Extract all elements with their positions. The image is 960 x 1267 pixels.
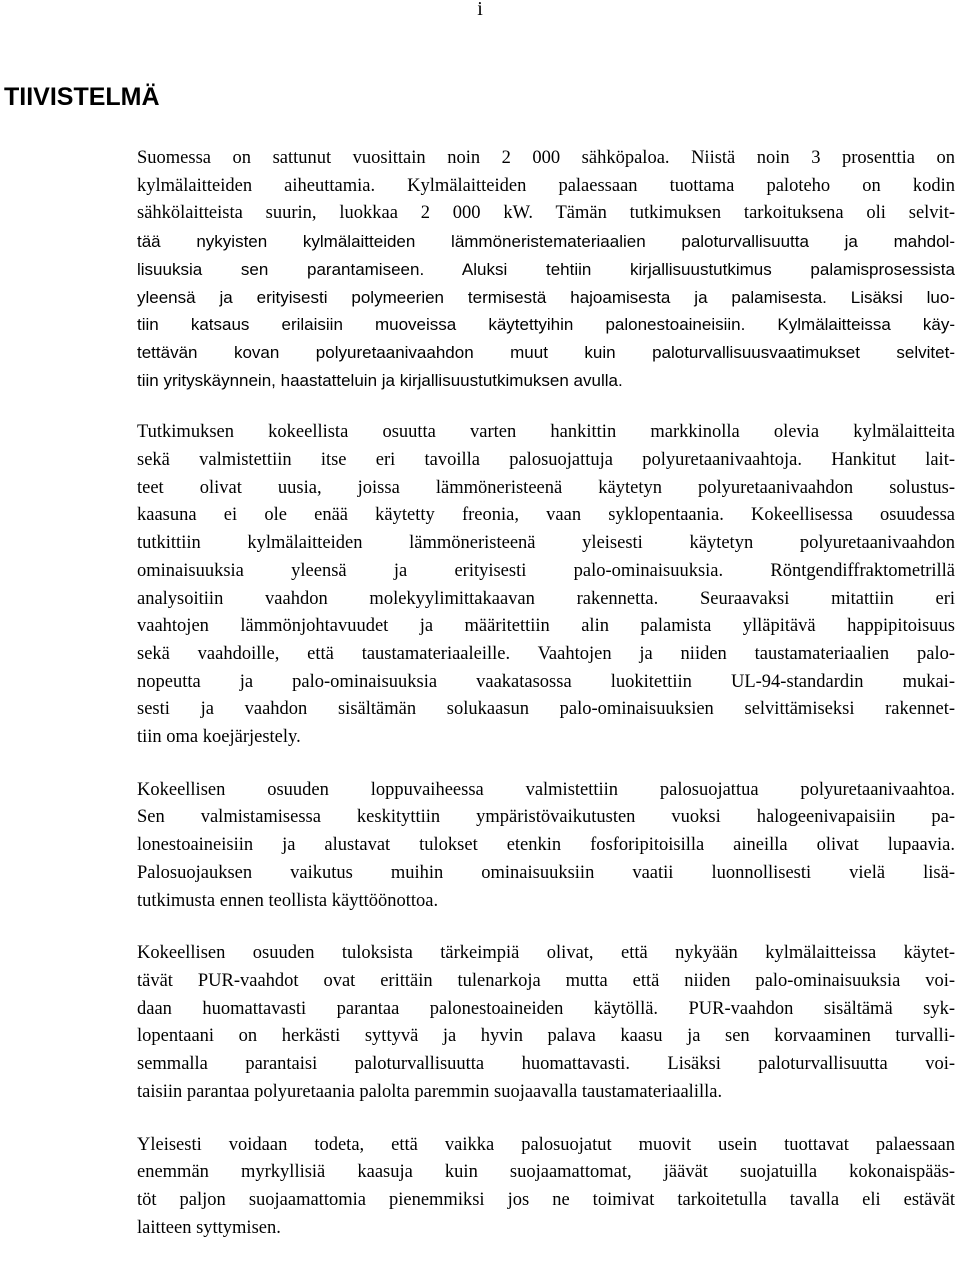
paragraph-5 <box>137 1132 955 1243</box>
text-line: Tutkimuksen kokeellista osuutta varten hankittin markkinolla olevia kylmälaitteita <box>137 422 955 443</box>
text-line: enemmän myrkyllisiä kaasuja kuin suojaamattomat, jäävät suojatuilla kokonaispääs- <box>137 1162 955 1183</box>
page-title: TIIVISTELMÄ <box>4 83 160 111</box>
text-line: tävät PUR-vaahdot ovat erittäin tulenarkoja mutta että niiden palo-ominaisuuksia voi- <box>137 970 955 991</box>
text-line: tiin yrityskäynnein, haastatteluin ja kirjallisuustutkimuksen avulla. <box>137 370 623 390</box>
text-line: vaahtojen lämmönjohtavuudet ja määritettiin alin palamista ylläpitävä happipitoisuus <box>137 616 955 637</box>
text-line: Kokeellisen osuuden tuloksista tärkeimpiä olivat, että nykyään kylmälaitteissa käytet- <box>137 943 955 964</box>
text-line: Suomessa on sattunut vuosittain noin 2 000 sähköpaloa. Niistä noin 3 prosenttia on <box>137 148 955 168</box>
text-line: teet olivat uusia, joissa lämmöneristeenä käytetyn polyuretaanivaahdon solustus- <box>137 477 955 498</box>
page-number: i <box>477 0 483 20</box>
text-line: tiin katsaus erilaisiin muoveissa käytettyihin palonestoaineisiin. Kylmälaitteissa käy- <box>137 315 955 335</box>
text-line: Palosuojauksen vaikutus muihin ominaisuuksiin vaatii luonnollisesti vielä lisä- <box>137 862 955 883</box>
text-line: lonestoaineisiin ja alustavat tulokset etenkin fosforipitoisilla aineilla olivat lupaavia. <box>137 835 955 856</box>
text-line: sekä vaahdoille, että taustamateriaaleille. Vaahtojen ja niiden taustamateriaalien palo- <box>137 643 955 664</box>
text-line: daan huomattavasti parantaa palonestoaineiden käytöllä. PUR-vaahdon sisältämä syk- <box>137 998 955 1019</box>
text-line: sähkölaitteista suurin, luokkaa 2 000 kW. Tämän tutkimuksen tarkoituksena oli selvit- <box>137 203 955 224</box>
text-line: semmalla parantaisi paloturvallisuutta huomattavasti. Lisäksi paloturvallisuutta voi- <box>137 1054 955 1075</box>
text-line: tettävän kovan polyuretaanivaahdon muut kuin paloturvallisuusvaatimukset selvitet- <box>137 342 955 362</box>
text-line: tiin oma koejärjestely. <box>137 727 301 748</box>
text-line: Sen valmistamisessa keskityttiin ympäristövaikutusten vuoksi halogeenivapaisiin pa- <box>137 807 955 828</box>
paragraph-1 <box>137 145 955 394</box>
paragraph-3 <box>137 777 955 916</box>
text-line: taisiin parantaa polyuretaania palolta paremmin suojaavalla taustamateriaalilla. <box>137 1081 723 1102</box>
text-line: sesti ja vaahdon sisältämän solukaasun palo-ominaisuuksien selvittämiseksi rakennet- <box>137 699 955 720</box>
text-line: tää nykyisten kylmälaitteiden lämmöneristemateriaalien paloturvallisuutta ja mahdol- <box>137 232 955 252</box>
text-line: töt paljon suojaamattomia pienemmiksi jos ne toimivat tarkoitetulla tavalla eli estävät <box>137 1189 955 1210</box>
text-line: lisuuksia sen parantamiseen. Aluksi tehtiin kirjallisuustutkimus palamisprosessista <box>137 259 955 279</box>
text-line: kaasuna ei ole enää käytetty freonia, vaan syklopentaania. Kokeellisessa osuudessa <box>137 505 955 526</box>
paragraph-2 <box>137 419 955 751</box>
text-line: nopeutta ja palo-ominaisuuksia vaakatasossa luokitettiin UL-94-standardin mukai- <box>137 671 955 692</box>
text-line: laitteen syttymisen. <box>137 1217 281 1238</box>
text-line: lopentaani on herkästi syttyvä ja hyvin palava kaasu ja sen korvaaminen turvalli- <box>137 1026 955 1047</box>
text-line: analysoitiin vaahdon molekyylimittakaavan rakennetta. Seuraavaksi mitattiin eri <box>137 588 955 609</box>
text-line: Yleisesti voidaan todeta, että vaikka palosuojatut muovit usein tuottavat palaessaan <box>137 1134 955 1155</box>
text-line: Kokeellisen osuuden loppuvaiheessa valmistettiin palosuojattua polyuretaanivaahtoa. <box>137 779 955 800</box>
text-line: sekä valmistettiin itse eri tavoilla palosuojattuja polyuretaanivaahtoja. Hankitut lait- <box>137 450 955 471</box>
text-line: ominaisuuksia yleensä ja erityisesti palo-ominaisuuksia. Röntgendiffraktometrillä <box>137 560 955 581</box>
text-line: tutkittiin kylmälaitteiden lämmöneristeenä yleisesti käytetyn polyuretaanivaahdon <box>137 533 955 554</box>
paragraph-4 <box>137 940 955 1106</box>
text-line: kylmälaitteiden aiheuttamia. Kylmälaitteiden palaessaan tuottama paloteho on kodin <box>137 175 955 196</box>
text-line: yleensä ja erityisesti polymeerien termisestä hajoamisesta ja palamisesta. Lisäksi luo- <box>137 287 955 307</box>
text-line: tutkimusta ennen teollista käyttöönottoa. <box>137 890 439 911</box>
abstract-body <box>137 145 955 1267</box>
